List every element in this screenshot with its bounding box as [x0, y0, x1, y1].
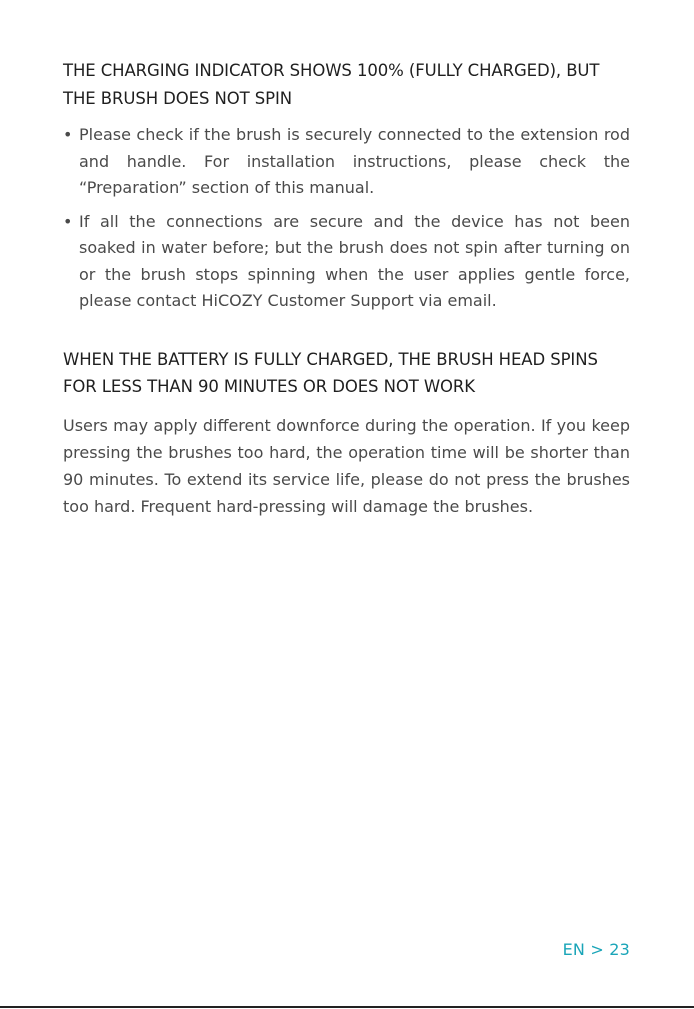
section-heading-battery-runtime: WHEN THE BATTERY IS FULLY CHARGED, THE BRUSH HEAD SPINS FOR LESS THAN 90 MINUTES OR DOES NOT WORK [63, 349, 598, 396]
page-bottom-divider [0, 1006, 694, 1008]
section-heading-charging-indicator: THE CHARGING INDICATOR SHOWS 100% (FULLY CHARGED), BUT THE BRUSH DOES NOT SPIN [63, 61, 600, 108]
list-item [63, 122, 630, 202]
page-number: EN > 23 [562, 940, 630, 959]
list-item [63, 209, 630, 315]
bullet-list [63, 122, 630, 315]
bullet-icon: • [63, 125, 73, 144]
bullet-text: If all the connections are secure and the device has not been soaked in water before; but the brush does not spin after turning on or the brush stops spinning when the user applies gentle force, please contact HiCOZY Customer Support via email. [79, 211, 630, 310]
bullet-text: Please check if the brush is securely connected to the extension rod and handle. For installation instructions, please check the “Preparation” section of this manual. [79, 125, 630, 197]
bullet-icon: • [63, 211, 73, 231]
body-paragraph: Users may apply different downforce during the operation. If you keep pressing the brushes too hard, the operation time will be shorter than 90 minutes. To extend its service life, please do not press the brushes too hard. Frequent hard-pressing will damage the brushes. [63, 415, 630, 516]
manual-content [63, 57, 630, 520]
